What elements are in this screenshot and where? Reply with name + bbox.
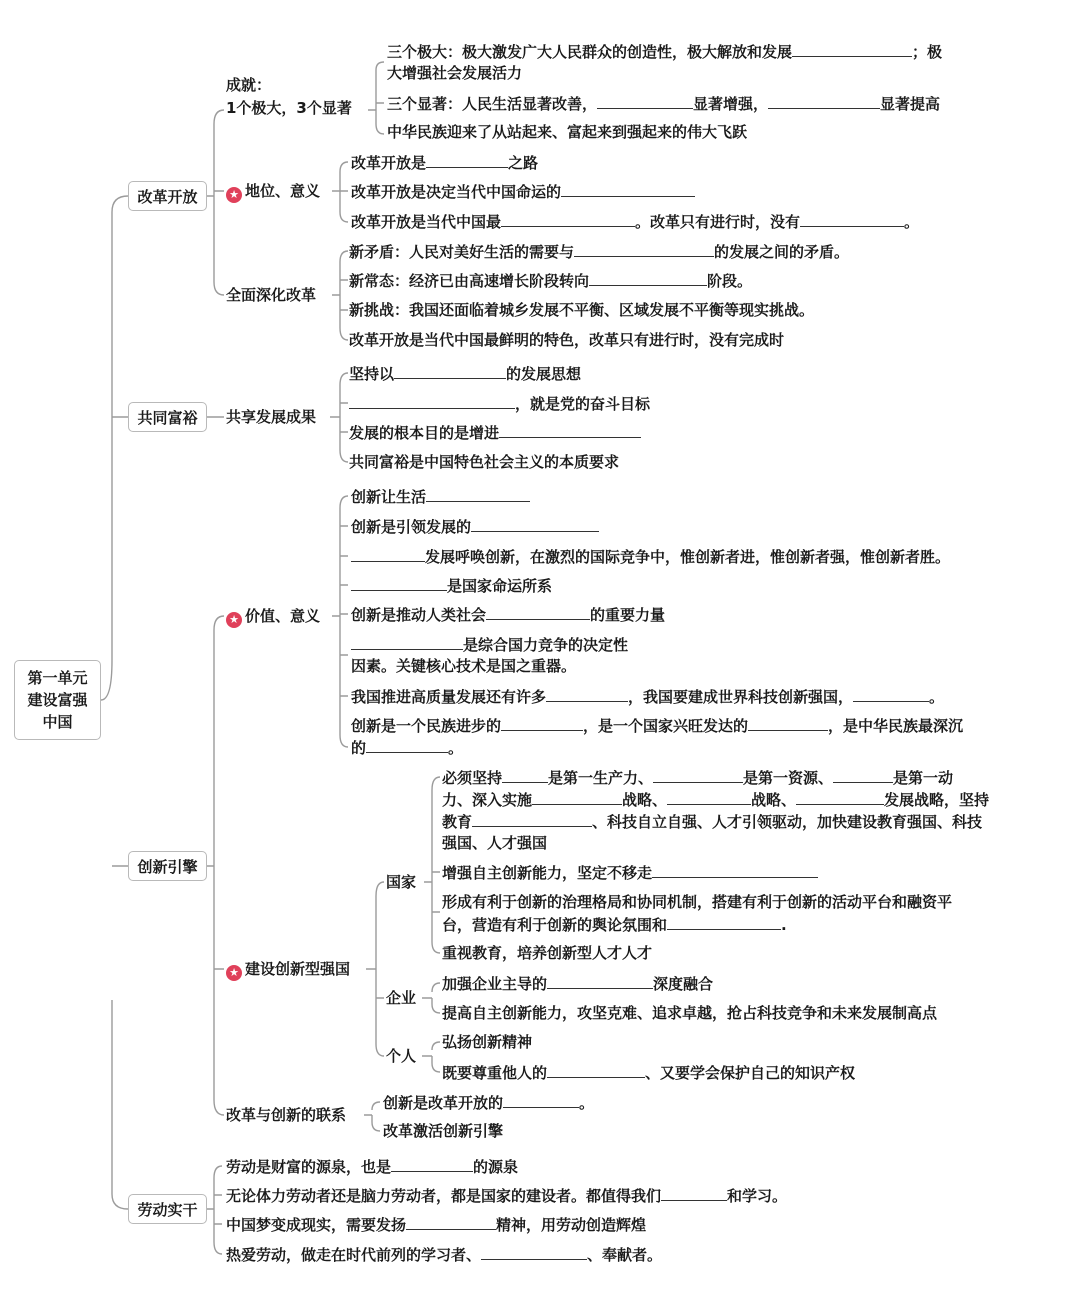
- state-label: 国家: [386, 873, 417, 891]
- achievement-item-3: 中华民族迎来了从站起来、富起来到强起来的伟大飞跃: [387, 123, 748, 141]
- value-item-7: 我国推进高质量发展还有许多 ，我国要建成世界科技创新强国， 。: [351, 685, 944, 708]
- connector-labor: [207, 1166, 222, 1254]
- labor-item-4: 热爱劳动，做走在时代前列的学习者、 、奉献者。: [226, 1243, 662, 1266]
- link-item-1: 创新是改革开放的 。: [383, 1091, 594, 1114]
- blank: [768, 92, 880, 109]
- deepen-item-4: 改革开放是当代中国最鲜明的特色，改革只有进行时，没有完成时: [349, 331, 785, 349]
- root-node: [14, 660, 101, 740]
- connector-achievement: [368, 62, 384, 134]
- blank: [589, 269, 707, 286]
- connector-value: [332, 496, 348, 747]
- connector-individual: [422, 1042, 440, 1072]
- enterprise-label: 企业: [386, 989, 417, 1007]
- value-item-8b: 的 。: [351, 736, 463, 759]
- blank: [661, 1184, 727, 1201]
- enterprise-item-2: 提高自主创新能力，攻坚克难、追求卓越，抢占科技竞争和未来发展制高点: [442, 1004, 938, 1022]
- blank: [547, 1061, 645, 1078]
- share-item-4: 共同富裕是中国特色社会主义的本质要求: [349, 453, 620, 471]
- blank: [667, 913, 781, 930]
- blank: [472, 810, 592, 827]
- state-item-1-line1: 必须坚持 是第一生产力、 是第一资源、 是第一动: [442, 766, 953, 789]
- blank: [546, 685, 628, 702]
- individual-item-1: 弘扬创新精神: [442, 1033, 533, 1051]
- build-label: ★ 建设创新型强国: [226, 958, 350, 981]
- achievement-label-2: 1个极大，3个显著: [226, 99, 352, 117]
- connector-build: [366, 882, 384, 1056]
- blank: [481, 1243, 587, 1260]
- connector-reform: [207, 110, 224, 295]
- state-item-3-line2: 台，营造有利于创新的舆论氛围和 .: [442, 913, 787, 936]
- individual-item-2: 既要尊重他人的 、又要学会保护自己的知识产权: [442, 1061, 855, 1084]
- blank: [351, 545, 425, 562]
- star-icon: ★: [226, 612, 242, 628]
- state-item-2: 增强自主创新能力，坚定不移走: [442, 861, 818, 884]
- deepen-item-3: 新挑战：我国还面临着城乡发展不平衡、区域发展不平衡等现实挑战。: [349, 301, 815, 319]
- root-line1: 第一单元: [27, 669, 88, 687]
- value-item-6a: 是综合国力竞争的决定性: [351, 633, 628, 656]
- blank: [499, 421, 641, 438]
- blank: [748, 714, 828, 731]
- star-icon: ★: [226, 965, 242, 981]
- blank: [574, 240, 714, 257]
- section-innovation: 创新引擎: [128, 851, 207, 881]
- connector-state: [424, 777, 440, 953]
- deepen-item-1: 新矛盾：人民对美好生活的需要与 的发展之间的矛盾。: [349, 240, 849, 263]
- share-item-2: ，就是党的奋斗目标: [349, 392, 650, 415]
- value-item-6b: 因素。关键核心技术是国之重器。: [351, 657, 577, 675]
- value-item-2: 创新是引领发展的: [351, 515, 599, 538]
- labor-item-1: 劳动是财富的源泉，也是 的源泉: [226, 1155, 518, 1178]
- blank: [351, 574, 447, 591]
- enterprise-item-1: 加强企业主导的 深度融合: [442, 972, 713, 995]
- root-line2: 建设富强: [27, 691, 88, 709]
- labor-item-2: 无论体力劳动者还是脑力劳动者，都是国家的建设者。都值得我们 和学习。: [226, 1184, 787, 1207]
- connector-deepen: [332, 251, 348, 340]
- connector-innovation: [207, 616, 224, 1115]
- achievement-item-1c: 大增强社会发展活力: [387, 64, 523, 82]
- value-item-1: 创新让生活: [351, 485, 530, 508]
- achievement-item-1a: 三个极大：极大激发广大人民群众的创造性，极大解放和发展 ；极: [387, 40, 942, 63]
- individual-label: 个人: [386, 1047, 417, 1065]
- connector-link: [364, 1102, 380, 1131]
- value-item-5: 创新是推动人类社会 的重要力量: [351, 603, 665, 626]
- blank: [653, 766, 743, 783]
- blank: [503, 1091, 579, 1108]
- state-item-1-line3: 教育 、科技自立自强、人才引领驱动，加快建设教育强国、科技: [442, 810, 982, 833]
- blank: [501, 714, 583, 731]
- state-item-3-line1: 形成有利于创新的治理格局和协同机制，搭建有利于创新的活动平台和融资平: [442, 893, 953, 911]
- deepen-item-2: 新常态：经济已由高速增长阶段转向 阶段。: [349, 269, 752, 292]
- blank: [532, 788, 622, 805]
- blank: [652, 861, 818, 878]
- status-item-2: 改革开放是决定当代中国命运的: [351, 180, 695, 203]
- blank: [394, 362, 506, 379]
- status-item-3: 改革开放是当代中国最 。改革只有进行时，没有 。: [351, 210, 919, 233]
- section-labor: 劳动实干: [128, 1194, 207, 1224]
- section-prosperity: 共同富裕: [128, 402, 207, 432]
- blank: [426, 151, 508, 168]
- value-item-4: 是国家命运所系: [351, 574, 552, 597]
- share-item-1: 坚持以 的发展思想: [349, 362, 581, 385]
- state-item-1-line4: 强国、人才强国: [442, 834, 548, 852]
- blank: [351, 633, 463, 650]
- blank: [502, 766, 548, 783]
- blank: [426, 485, 530, 502]
- blank: [501, 210, 635, 227]
- achievement-item-2: 三个显著：人民生活显著改善， 显著增强， 显著提高: [387, 92, 940, 115]
- blank: [366, 736, 448, 753]
- share-label: 共享发展成果: [226, 408, 317, 426]
- share-item-3: 发展的根本目的是增进: [349, 421, 641, 444]
- labor-item-3: 中国梦变成现实，需要发扬 精神，用劳动创造辉煌: [226, 1213, 646, 1236]
- deepen-label: 全面深化改革: [226, 286, 317, 304]
- root-line3: 中国: [42, 713, 73, 731]
- link-item-2: 改革激活创新引擎: [383, 1122, 504, 1140]
- blank: [800, 210, 904, 227]
- connector-status: [332, 162, 348, 222]
- blank: [796, 788, 884, 805]
- blank: [391, 1155, 473, 1172]
- blank: [349, 392, 515, 409]
- value-item-8a: 创新是一个民族进步的 ，是一个国家兴旺发达的 ，是中华民族最深沉: [351, 714, 963, 737]
- connector-root-sections: [101, 196, 128, 1209]
- blank: [667, 788, 751, 805]
- connector-share: [330, 373, 348, 462]
- status-label: ★ 地位、意义: [226, 180, 320, 203]
- status-item-1: 改革开放是 之路: [351, 151, 538, 174]
- blank: [597, 92, 693, 109]
- blank: [792, 40, 912, 57]
- blank: [486, 603, 590, 620]
- blank: [406, 1213, 496, 1230]
- value-label: ★ 价值、意义: [226, 605, 320, 628]
- blank: [853, 685, 929, 702]
- section-reform: 改革开放: [128, 181, 207, 211]
- blank: [547, 972, 653, 989]
- value-item-3: 发展呼唤创新，在激烈的国际竞争中，惟创新者进，惟创新者强，惟创新者胜。: [351, 545, 950, 568]
- state-item-4: 重视教育，培养创新型人才人才: [442, 944, 653, 962]
- blank: [561, 180, 695, 197]
- state-item-1-line2: 力、深入实施 战略、 战略、 发展战略，坚持: [442, 788, 989, 811]
- connector-enterprise: [422, 983, 440, 1013]
- blank: [833, 766, 893, 783]
- link-label: 改革与创新的联系: [226, 1106, 347, 1124]
- blank: [471, 515, 599, 532]
- achievement-label-1: 成就：: [226, 76, 272, 94]
- star-icon: ★: [226, 187, 242, 203]
